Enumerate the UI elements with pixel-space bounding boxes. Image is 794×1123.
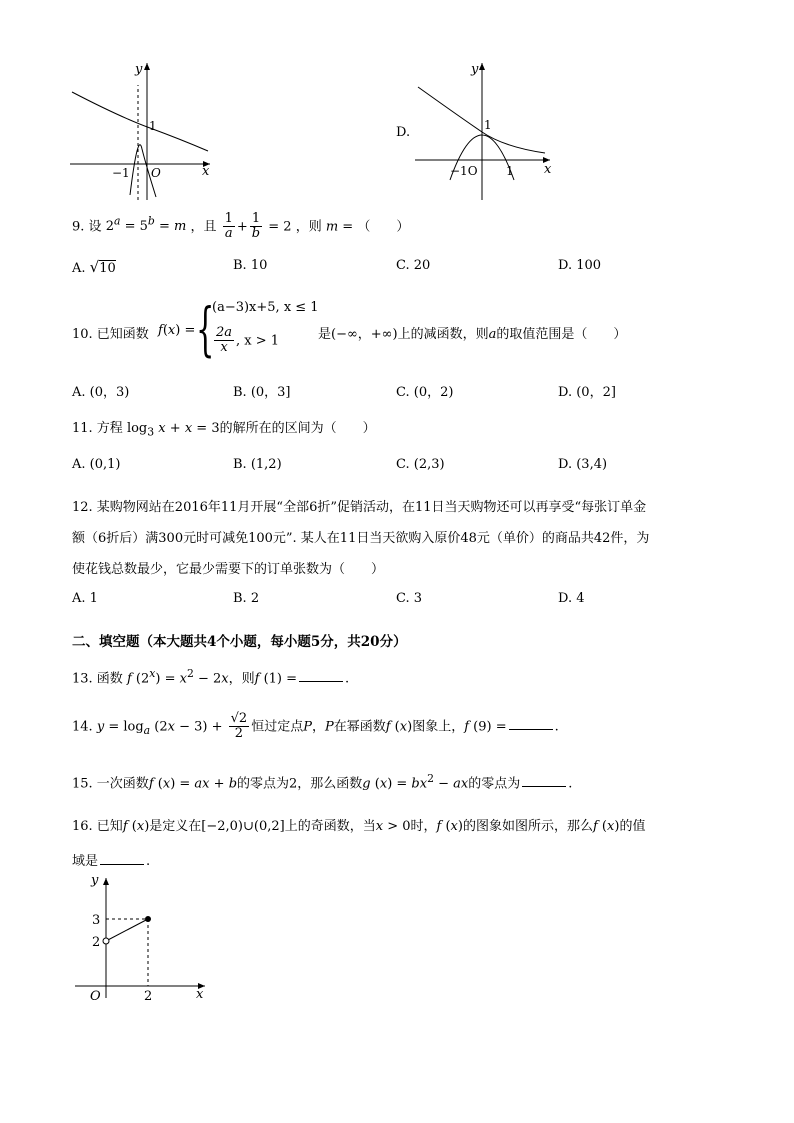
question-13: 13. 函数 f $(2^x) = x^2 - 2x$，则f (1) = . bbox=[72, 667, 350, 687]
q16-line-2: 域是 . bbox=[72, 854, 151, 869]
q11-option-c[interactable]: C. (2,3) bbox=[396, 457, 445, 472]
y-axis-arrow bbox=[103, 878, 109, 885]
y-axis-arrow bbox=[144, 63, 150, 70]
exponential-curve bbox=[72, 92, 208, 151]
two-y-label: 2 bbox=[92, 935, 101, 950]
q12-option-b[interactable]: B. 2 bbox=[233, 591, 260, 606]
q9-option-d[interactable]: D. 100 bbox=[558, 258, 602, 273]
q16-line-1: 16. 已知f (x)是定义在[−2,0)∪(0,2]上的奇函数，当x > 0时，f (x)的图象如图所示，那么f (x)的值 bbox=[72, 819, 646, 834]
closed-point bbox=[145, 916, 151, 922]
q10-option-d[interactable]: D. (0，2] bbox=[558, 385, 616, 400]
q11-option-d[interactable]: D. (3,4) bbox=[558, 457, 608, 472]
q9-number: 9. 设 bbox=[72, 219, 102, 235]
q15-blank[interactable] bbox=[522, 785, 566, 787]
x-label: x bbox=[196, 987, 204, 1002]
q9-option-a-value: 10 bbox=[99, 261, 116, 276]
q9-text: ，且 bbox=[190, 219, 217, 235]
q9-frac-a: $\frac{1}{a}$ bbox=[224, 211, 233, 242]
segment bbox=[106, 919, 148, 941]
q12-option-d[interactable]: D. 4 bbox=[558, 591, 585, 606]
x-label: x bbox=[544, 162, 552, 177]
q12-option-a[interactable]: A. 1 bbox=[72, 591, 98, 606]
one-label: 1 bbox=[149, 119, 157, 133]
x-label: x bbox=[202, 164, 210, 179]
q10-func: f(x) = bbox=[158, 323, 196, 338]
y-label: y bbox=[471, 62, 479, 77]
q10-piece-1: (a−3)x+5, x ≤ 1 bbox=[212, 300, 319, 315]
q14-blank[interactable] bbox=[509, 728, 553, 730]
q10-option-b[interactable]: B. (0，3] bbox=[233, 385, 291, 400]
q16-blank[interactable] bbox=[100, 863, 144, 865]
q10-option-c[interactable]: C. (0，2) bbox=[396, 385, 454, 400]
section-2-heading: 二、填空题（本大题共4个小题，每小题5分，共20分） bbox=[72, 634, 407, 650]
question-15: 15. 一次函数f (x) = ax + b的零点为2，那么函数g $(x) = bx^2$ − ax的零点为 . bbox=[72, 772, 573, 792]
q9-text-end: ，则 bbox=[295, 219, 322, 235]
question-14: 14. $y = \log_a (2x - 3)$ + $\frac{√2}{2}$ 恒过定点P，P在幂函数f (x)图象上，f (9) = . bbox=[72, 711, 559, 742]
graph-q16 bbox=[70, 870, 215, 1005]
minus-one-origin-label: −1O bbox=[450, 164, 478, 178]
two-x-label: 2 bbox=[144, 989, 153, 1004]
y-label: y bbox=[135, 62, 143, 77]
q9-paren: （ ） bbox=[357, 219, 410, 235]
graph-option-d bbox=[410, 55, 560, 205]
question-11: 11. 方程 $\log_3 x + x = 3$的解所在的区间为（ ） bbox=[72, 421, 376, 439]
y-axis-arrow bbox=[479, 63, 485, 70]
q12-line-3: 使花钱总数最少，它最少需要下的订单张数为（ ） bbox=[72, 562, 385, 577]
q10-number: 10. 已知函数 bbox=[72, 327, 149, 342]
minus-one-label: −1 bbox=[112, 166, 130, 180]
origin-label: O bbox=[151, 166, 161, 180]
question-9: 9. 设 $2^a = 5^b = m$ ，且 $\frac{1}{a}$ + $\frac{1}{b}$ = 2 ，则 m = （ ） bbox=[72, 211, 410, 242]
q12-option-c[interactable]: C. 3 bbox=[396, 591, 423, 606]
open-point bbox=[103, 938, 109, 944]
q10-option-a[interactable]: A. (0，3) bbox=[72, 385, 130, 400]
q9-option-b[interactable]: B. 10 bbox=[233, 258, 268, 273]
q12-line-1: 12. 某购物网站在2016年11月开展“全部6折”促销活动，在11日当天购物还可以再享受“每张订单金 bbox=[72, 500, 647, 515]
one-top-label: 1 bbox=[484, 118, 492, 132]
q10-brace: { bbox=[196, 295, 215, 363]
graph-option-c bbox=[60, 55, 220, 205]
q11-option-b[interactable]: B. (1,2) bbox=[233, 457, 282, 472]
q9-option-c[interactable]: C. 20 bbox=[396, 258, 431, 273]
three-label: 3 bbox=[92, 913, 101, 928]
q10-text: 是(−∞，+∞)上的减函数，则a的取值范围是（ ） bbox=[318, 327, 627, 342]
q12-line-2: 额（6折后）满300元时可减免100元”. 某人在11日当天欲购入原价48元（单价）的商品共42件，为 bbox=[72, 531, 650, 546]
q9-equation: $2^a = 5^b = m$ bbox=[105, 214, 187, 235]
one-right-label: 1 bbox=[506, 164, 514, 178]
q13-blank[interactable] bbox=[299, 680, 343, 682]
q9-frac-b: $\frac{1}{b}$ bbox=[251, 211, 261, 242]
origin-label: O bbox=[90, 989, 101, 1004]
q9-option-a[interactable]: A. √10 bbox=[72, 258, 116, 276]
option-d-label: D. bbox=[396, 125, 411, 140]
q11-option-a[interactable]: A. (0,1) bbox=[72, 457, 121, 472]
y-label: y bbox=[91, 873, 99, 888]
q10-piece-2: $\frac{2a}{x}$ , x > 1 bbox=[216, 325, 280, 356]
